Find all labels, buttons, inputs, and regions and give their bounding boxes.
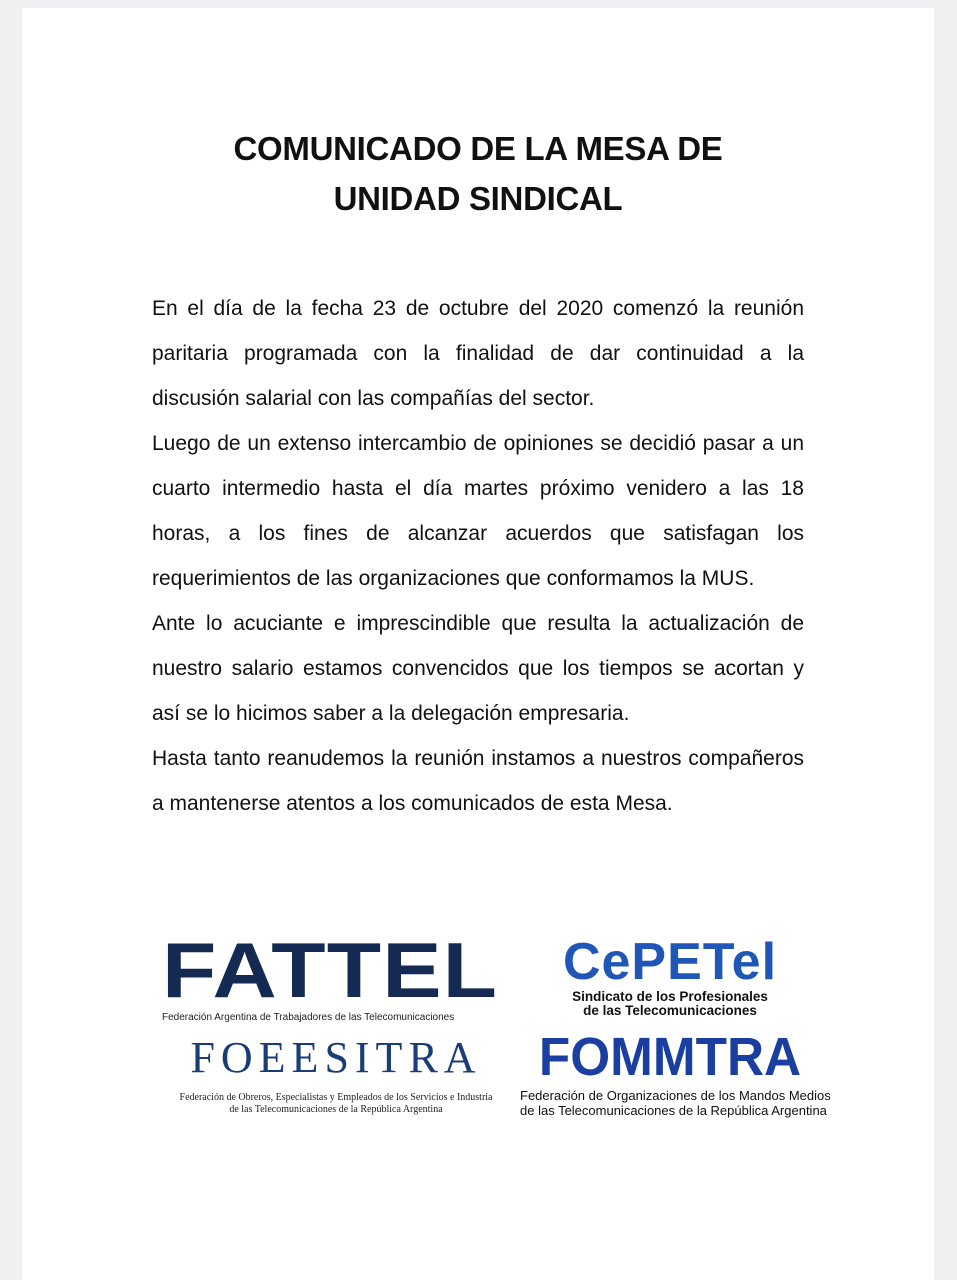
document-page: [22, 8, 934, 1280]
foeesitra-logo-subtitle-1: Federación de Obreros, Especialistas y Empleados de los Servicios e Industria: [179, 1092, 493, 1103]
foeesitra-logo-name: FOEESITRA: [190, 1033, 482, 1082]
fommtra-logo: [520, 1026, 831, 1118]
paragraph-4: Hasta tanto reanudemos la reunión instamos a nuestros compañeros a mantenerse atentos a los comunicados de esta Mesa.: [152, 747, 804, 815]
title-line-1: COMUNICADO DE LA MESA DE: [233, 130, 723, 167]
foeesitra-logo: [156, 1034, 516, 1116]
fattel-logo-name: FATTEL: [162, 926, 499, 1014]
fommtra-logo-subtitle-2: de las Telecomunicaciones de la República Argentina: [520, 1103, 827, 1118]
cepetel-logo-subtitle-1: Sindicato de los Profesionales: [572, 989, 768, 1004]
paragraph-1: En el día de la fecha 23 de octubre del 2020 comenzó la reunión paritaria programada con la finalidad de dar continuidad a la discusión salarial con las compañías del sector.: [152, 297, 804, 410]
fommtra-logo-name: FOMMTRA: [538, 1027, 802, 1087]
cepetel-logo-subtitle-2: de las Telecomunicaciones: [583, 1003, 757, 1018]
fattel-logo: [162, 926, 502, 1023]
fattel-logo-subtitle: Federación Argentina de Trabajadores de las Telecomunicaciones: [162, 1012, 455, 1023]
document-body: [152, 286, 804, 826]
cepetel-logo-name: CePETel: [562, 933, 778, 991]
title-line-2: UNIDAD SINDICAL: [333, 180, 623, 217]
document-title: [22, 124, 934, 224]
paragraph-2: Luego de un extenso intercambio de opiniones se decidió pasar a un cuarto intermedio hasta el día martes próximo venidero a las 18 horas, a los fines de alcanzar acuerdos que satisfagan los requerimientos de las organizaciones que conformamos la MUS.: [152, 432, 804, 590]
foeesitra-logo-subtitle-2: de las Telecomunicaciones de la República Argentina: [229, 1104, 443, 1115]
fommtra-logo-subtitle-1: Federación de Organizaciones de los Mandos Medios: [520, 1088, 831, 1103]
paragraph-3: Ante lo acuciante e imprescindible que resulta la actualización de nuestro salario estamos convencidos que los tiempos se acortan y así se lo hicimos saber a la delegación empresaria.: [152, 612, 804, 725]
cepetel-logo: [520, 934, 820, 1018]
